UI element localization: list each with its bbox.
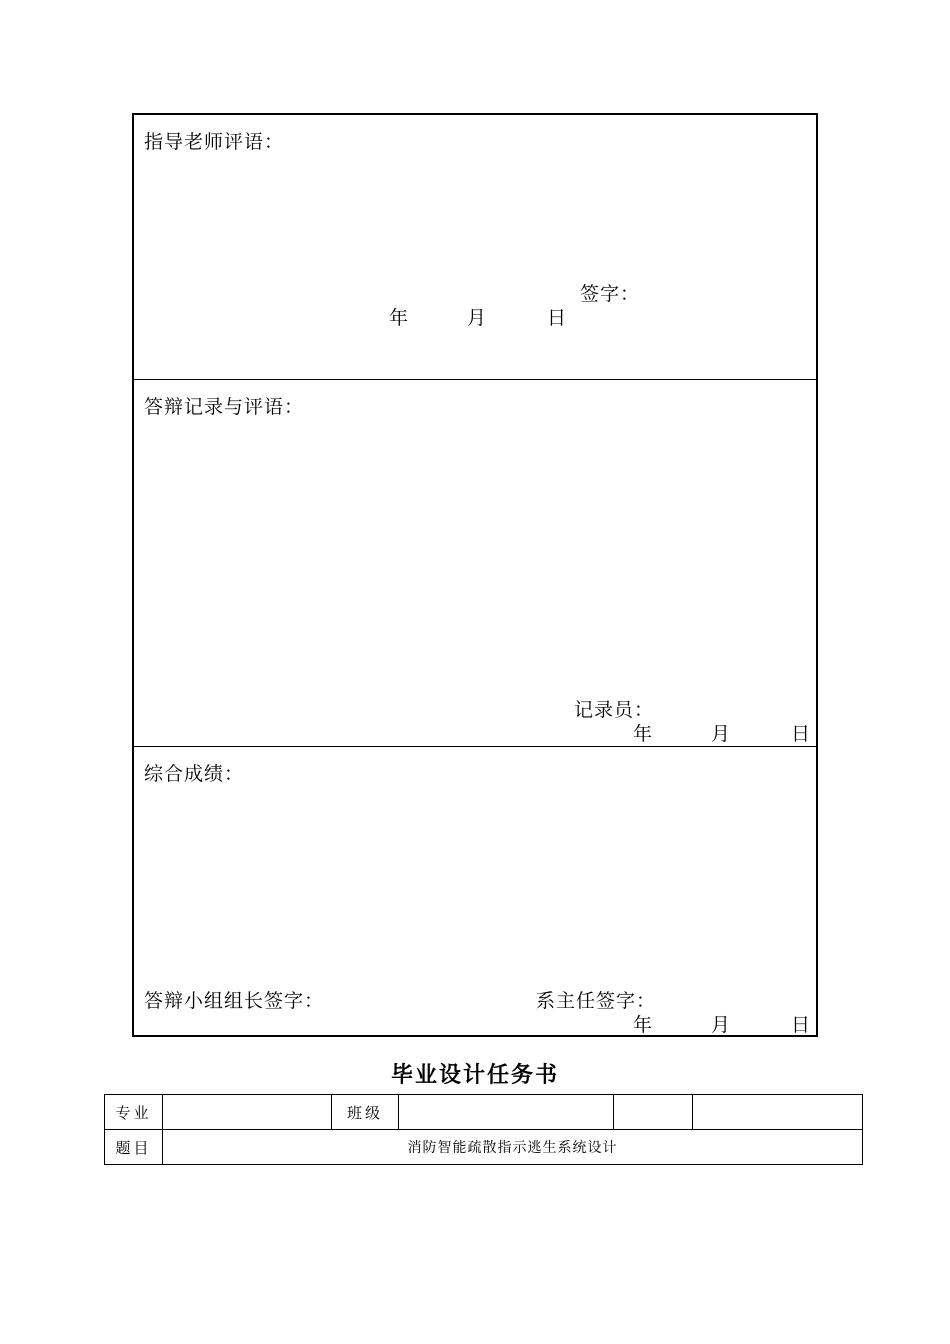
class-label: 班级 bbox=[332, 1095, 399, 1130]
defense-record-label: 答辩记录与评语： bbox=[144, 396, 305, 418]
major-label: 专业 bbox=[105, 1095, 163, 1130]
defense-date-day: 日 bbox=[791, 723, 812, 745]
major-field[interactable] bbox=[163, 1095, 332, 1130]
advisor-comments-label: 指导老师评语： bbox=[144, 131, 285, 153]
advisor-date-day: 日 bbox=[547, 307, 568, 329]
advisor-comments-section bbox=[134, 115, 816, 380]
defense-record-section bbox=[134, 380, 816, 747]
table-row bbox=[105, 1130, 863, 1165]
topic-value: 消防智能疏散指示逃生系统设计 bbox=[163, 1130, 863, 1165]
advisor-signature-label: 签字： bbox=[580, 283, 641, 305]
advisor-date-year: 年 bbox=[389, 307, 410, 329]
advisor-date-month: 月 bbox=[467, 307, 488, 329]
task-book-title: 毕业设计任务书 bbox=[390, 1062, 559, 1088]
extra-label-cell bbox=[614, 1095, 693, 1130]
evaluation-form bbox=[132, 113, 818, 1037]
table-row bbox=[105, 1095, 863, 1130]
task-book-table bbox=[104, 1094, 863, 1165]
class-field[interactable] bbox=[399, 1095, 614, 1130]
director-signature-label: 系主任签字： bbox=[536, 990, 657, 1012]
group-leader-signature-label: 答辩小组组长签字： bbox=[144, 990, 325, 1012]
overall-grade-section bbox=[134, 747, 816, 1037]
extra-value-cell[interactable] bbox=[693, 1095, 863, 1130]
defense-date-year: 年 bbox=[633, 723, 654, 745]
topic-label: 题目 bbox=[105, 1130, 163, 1165]
overall-date-month: 月 bbox=[711, 1014, 732, 1036]
overall-date-day: 日 bbox=[791, 1014, 812, 1036]
overall-grade-label: 综合成绩： bbox=[144, 763, 245, 785]
defense-date-month: 月 bbox=[711, 723, 732, 745]
recorder-label: 记录员： bbox=[574, 699, 655, 721]
overall-date-year: 年 bbox=[633, 1014, 654, 1036]
